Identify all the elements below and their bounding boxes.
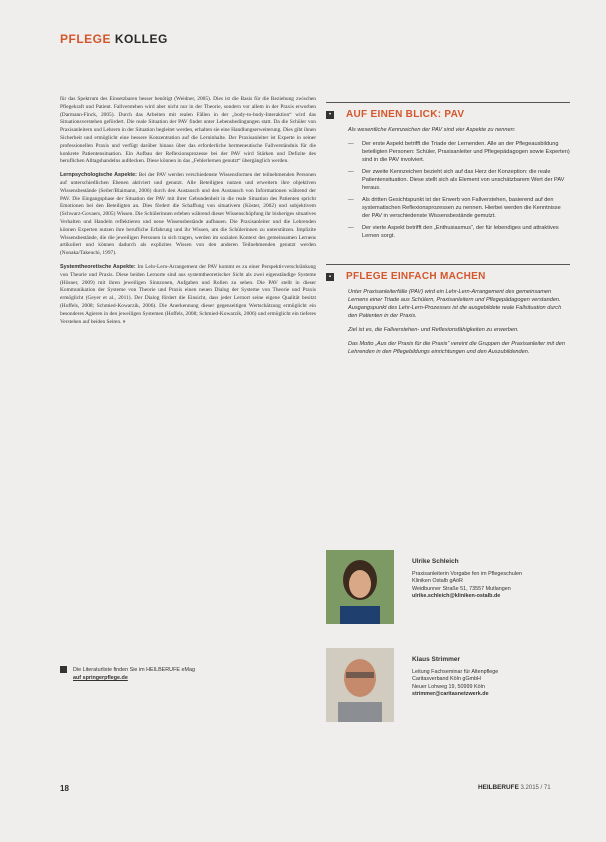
paragraph-lead: Lernpsychologische Aspekte: xyxy=(60,172,137,179)
bullet-square-icon: • xyxy=(326,111,334,119)
paragraph xyxy=(60,172,316,258)
author-info xyxy=(412,550,522,624)
info-box-header xyxy=(326,102,570,120)
list-item: — Der erste Aspekt betrifft die Triade der Lernenden. Alle an der Pflegeausbildung beteiligten Personen: Schüler, Praxisanleiter und Pflegepädagogen sowie Experten) sind in die PAV involviert. xyxy=(348,140,570,164)
list-item: — Der zweite Kennzeichen bezieht sich auf das Herz der Konzeption: die reale Patientensituation. Diese stellt sich als Element von unschätzbarem Wert der PAV heraus. xyxy=(348,168,570,192)
paragraph xyxy=(60,264,316,326)
info-box-pav xyxy=(326,102,570,240)
author-photo xyxy=(326,550,394,624)
header-part1: PFLEGE xyxy=(60,32,112,46)
list-item: — Als dritten Gesichtspunkt ist der Erwerb von Fallverstehen, basierend auf den systematischen Reflexionsprozessen zu nennen. Hierbei werden die Kenntnisse der PAV in verschiedenste Wissensbestände gemutzt. xyxy=(348,196,570,220)
speech-bubble-icon: ▪ xyxy=(326,273,334,281)
literature-note xyxy=(60,666,310,682)
magazine-footer xyxy=(478,784,551,791)
author-org: Kliniken Ostalb gAöR xyxy=(412,578,463,585)
author-role: Leitung Fachseminar für Altenpflege xyxy=(412,668,499,675)
paragraph: Das Motto „Aus der Praxis für die Praxis“ vereint die Gruppen der Praxisanleiter mit den Lehrenden in den Pflegebildungs einrichtungen und den Auszubildenden. xyxy=(348,341,566,355)
literature-text: Die Literaturliste finden Sie im HEILBERUFE eMag xyxy=(73,667,195,673)
aspect-list xyxy=(348,140,570,240)
paragraph: für das Spektrum des Einsetzbaren besser benötigt (Weidner, 2005). Dies ist die Basis für die Beziehung zwischen Pflegekraft und Patient. Fallverstehen wird aber nicht nur in der Theorie, sondern vor allem in der Praxis erworben (Darmann-Finck, 2005). Durch das Arbeiten mit realen Fällen in der „body-to-body-Interaktion“ wird das Situationsverstehen gefördert. Die reale Situation der PAV findet unter Lebensbedingungen statt. Da die Schüler von Praxisanleitern und Lehrern in der Situation begleitet werden, erhalten sie eine Handlungserweiterung. Dies gibt ihnen Sicherheit und ermöglicht eine bessere Konzentration auf die Lerninhalte. Der Praxisanleiter ist Experte in seiner professionellen Praxis und verfügt darüber hinaus über das erforderliche hermeneutische Fallverständnis für die konkrete Patientensituation. Ein Aufbau der Reflexionsprozesse bei der PAV wird Stärken und Defizite des beruflichen Alltagshandelns aufdecken. Diese können in das „Fehlerlernen genutzt“ übergänglich werden. xyxy=(60,96,316,165)
info-box-header xyxy=(326,264,570,282)
square-bullet-icon xyxy=(60,666,67,673)
left-column xyxy=(60,96,316,332)
author-address: Weidbunner Straße 51, 73557 Mutlangen xyxy=(412,585,511,592)
issue-number: 3.2015 / 71 xyxy=(520,785,551,791)
author-org: Caritasverband Köln gGmbH xyxy=(412,676,481,683)
page-number: 18 xyxy=(60,784,69,793)
paragraph-lead: Systemtheoretische Aspekte: xyxy=(60,263,136,270)
author-photo xyxy=(326,648,394,722)
end-mark: » xyxy=(122,318,126,325)
info-box-body xyxy=(348,288,570,356)
author-address: Neuer Lohweg 19, 50999 Köln xyxy=(412,683,485,690)
author-contact-2 xyxy=(326,648,570,722)
header-part2: KOLLEG xyxy=(111,32,168,46)
author-info xyxy=(412,648,498,722)
magazine-name: HEILBERUFE xyxy=(478,784,519,791)
paragraph: Ziel ist es, die Fallverstehen- und Reflexionsfähigkeiten zu erwerben. xyxy=(348,327,519,333)
info-box-title: PFLEGE EINFACH MACHEN xyxy=(346,271,486,282)
list-item: — Der vierte Aspekt betrifft den „Enthusiasmus“, der für lebendiges und attraktives Lernen sorgt. xyxy=(348,224,570,240)
literature-link[interactable]: auf springerpflege.de xyxy=(73,675,128,681)
author-email[interactable]: ulrike.schleich@kliniken-ostalb.de xyxy=(412,593,501,600)
paragraph-text: Im Lehr-Lern-Arrangement der PAV kommt es zu einer Perspektivverschränkung von Theorie und Praxis. Diese beiden Lernorte sind aus systemtheoretischer Sicht als zwei eigenständige Systeme (Hösner, 2009) mit ihren jeweiligen Sinnzonen, Aufgaben und Rollen zu sehen. Die PAV stellt in dieser Kommunikation der Systeme von Theorie und Praxis einen neuen Dialog der Systeme von Theorie und Praxis ermöglicht (Geyer et al., 2011). Der Dialog fördert die Einsicht, dass jeder Lernort seine eigene Qualität besitzt (Hoffels, 2008; Schmied-Kowarzik, 2006). Die Anerkennung dieser gegenseitigen Wertschätzung ermöglicht ein besonderes Agieren in den jeweiligen Systemen (Hoffels, 2008; Schmied-Kowarzik, 2006) und ermöglicht ein tieferes Verstehen auf beiden Seiten. xyxy=(60,263,316,325)
author-name: Ulrike Schleich xyxy=(412,558,459,565)
author-name: Klaus Strimmer xyxy=(412,656,461,663)
paragraph-text: Bei der PAV werden verschiedenste Wissensformen der teilnehmenden Personen auf unterschiedlichen Ebenen aktiviert und genutzt. Alle Beteiligten nutzen und erweitern ihre objektiven Wissensbestände (Seiler/Blaimann, 2006) durch den Austausch und den Austausch von Informationen während der PAV. Die Eingangsphase der Situation der PAV mit ihrer Gebundenheit in die reale Situation des Patienten spricht Emotionen bei den Beteiligten an. Dies fördert die Schaffung von situativem (Köster, 2002) und subjektivem (Schwarz-Govaers, 2005) Wissen. Die Schülerinnen erleben während dieser Wissenschöpfung ihr bisheriges situatives Verhalten und Handeln reflektieren und neue Wissensbestände aufbauen. Die Praxisanleiter und die Lehrenden können Experten nutzen ihre berufliche Erfahrung und ihr Wissen, um die Schülerinnen zu unterstützen. Implizite Wissensbestände, die die jeweiligen Personen in sich tragen, werden im sozialen Kontext des gemeinsamen Lernens artikuliert und können dadurch als explizites Wissen von den anderen Teilnehmenden genutzt werden (Nonaka/Takeuchi, 1997). xyxy=(60,172,316,257)
info-box-intro: Als wesentliche Kennzeichen der PAV sind vier Aspekte zu nennen: xyxy=(348,127,516,133)
info-box-title: AUF EINEN BLICK: PAV xyxy=(346,109,465,120)
author-email[interactable]: strimmer@caritasnetzwerk.de xyxy=(412,691,489,698)
right-column xyxy=(326,102,570,356)
paragraph: Unter Praxisanleiterfälle (PAV) wird ein Lehr-Lern-Arrangement des gemeinsamen Lernens einer Triade aus Schülern, Praxisanleitern und Pflegepädagogen verstanden. Ausgangspunkt des Lehr-Lern-Prozesses ist die ausgebildete reale Fallsituation durch den Patienten in der Praxis. xyxy=(348,289,562,319)
info-box-body xyxy=(348,126,570,240)
author-contact-1 xyxy=(326,550,570,624)
info-box-pflege xyxy=(326,264,570,356)
author-role: Praxisanleiterin Vorgabe fen im Pflegeschulen xyxy=(412,570,522,577)
page-header xyxy=(60,32,168,46)
